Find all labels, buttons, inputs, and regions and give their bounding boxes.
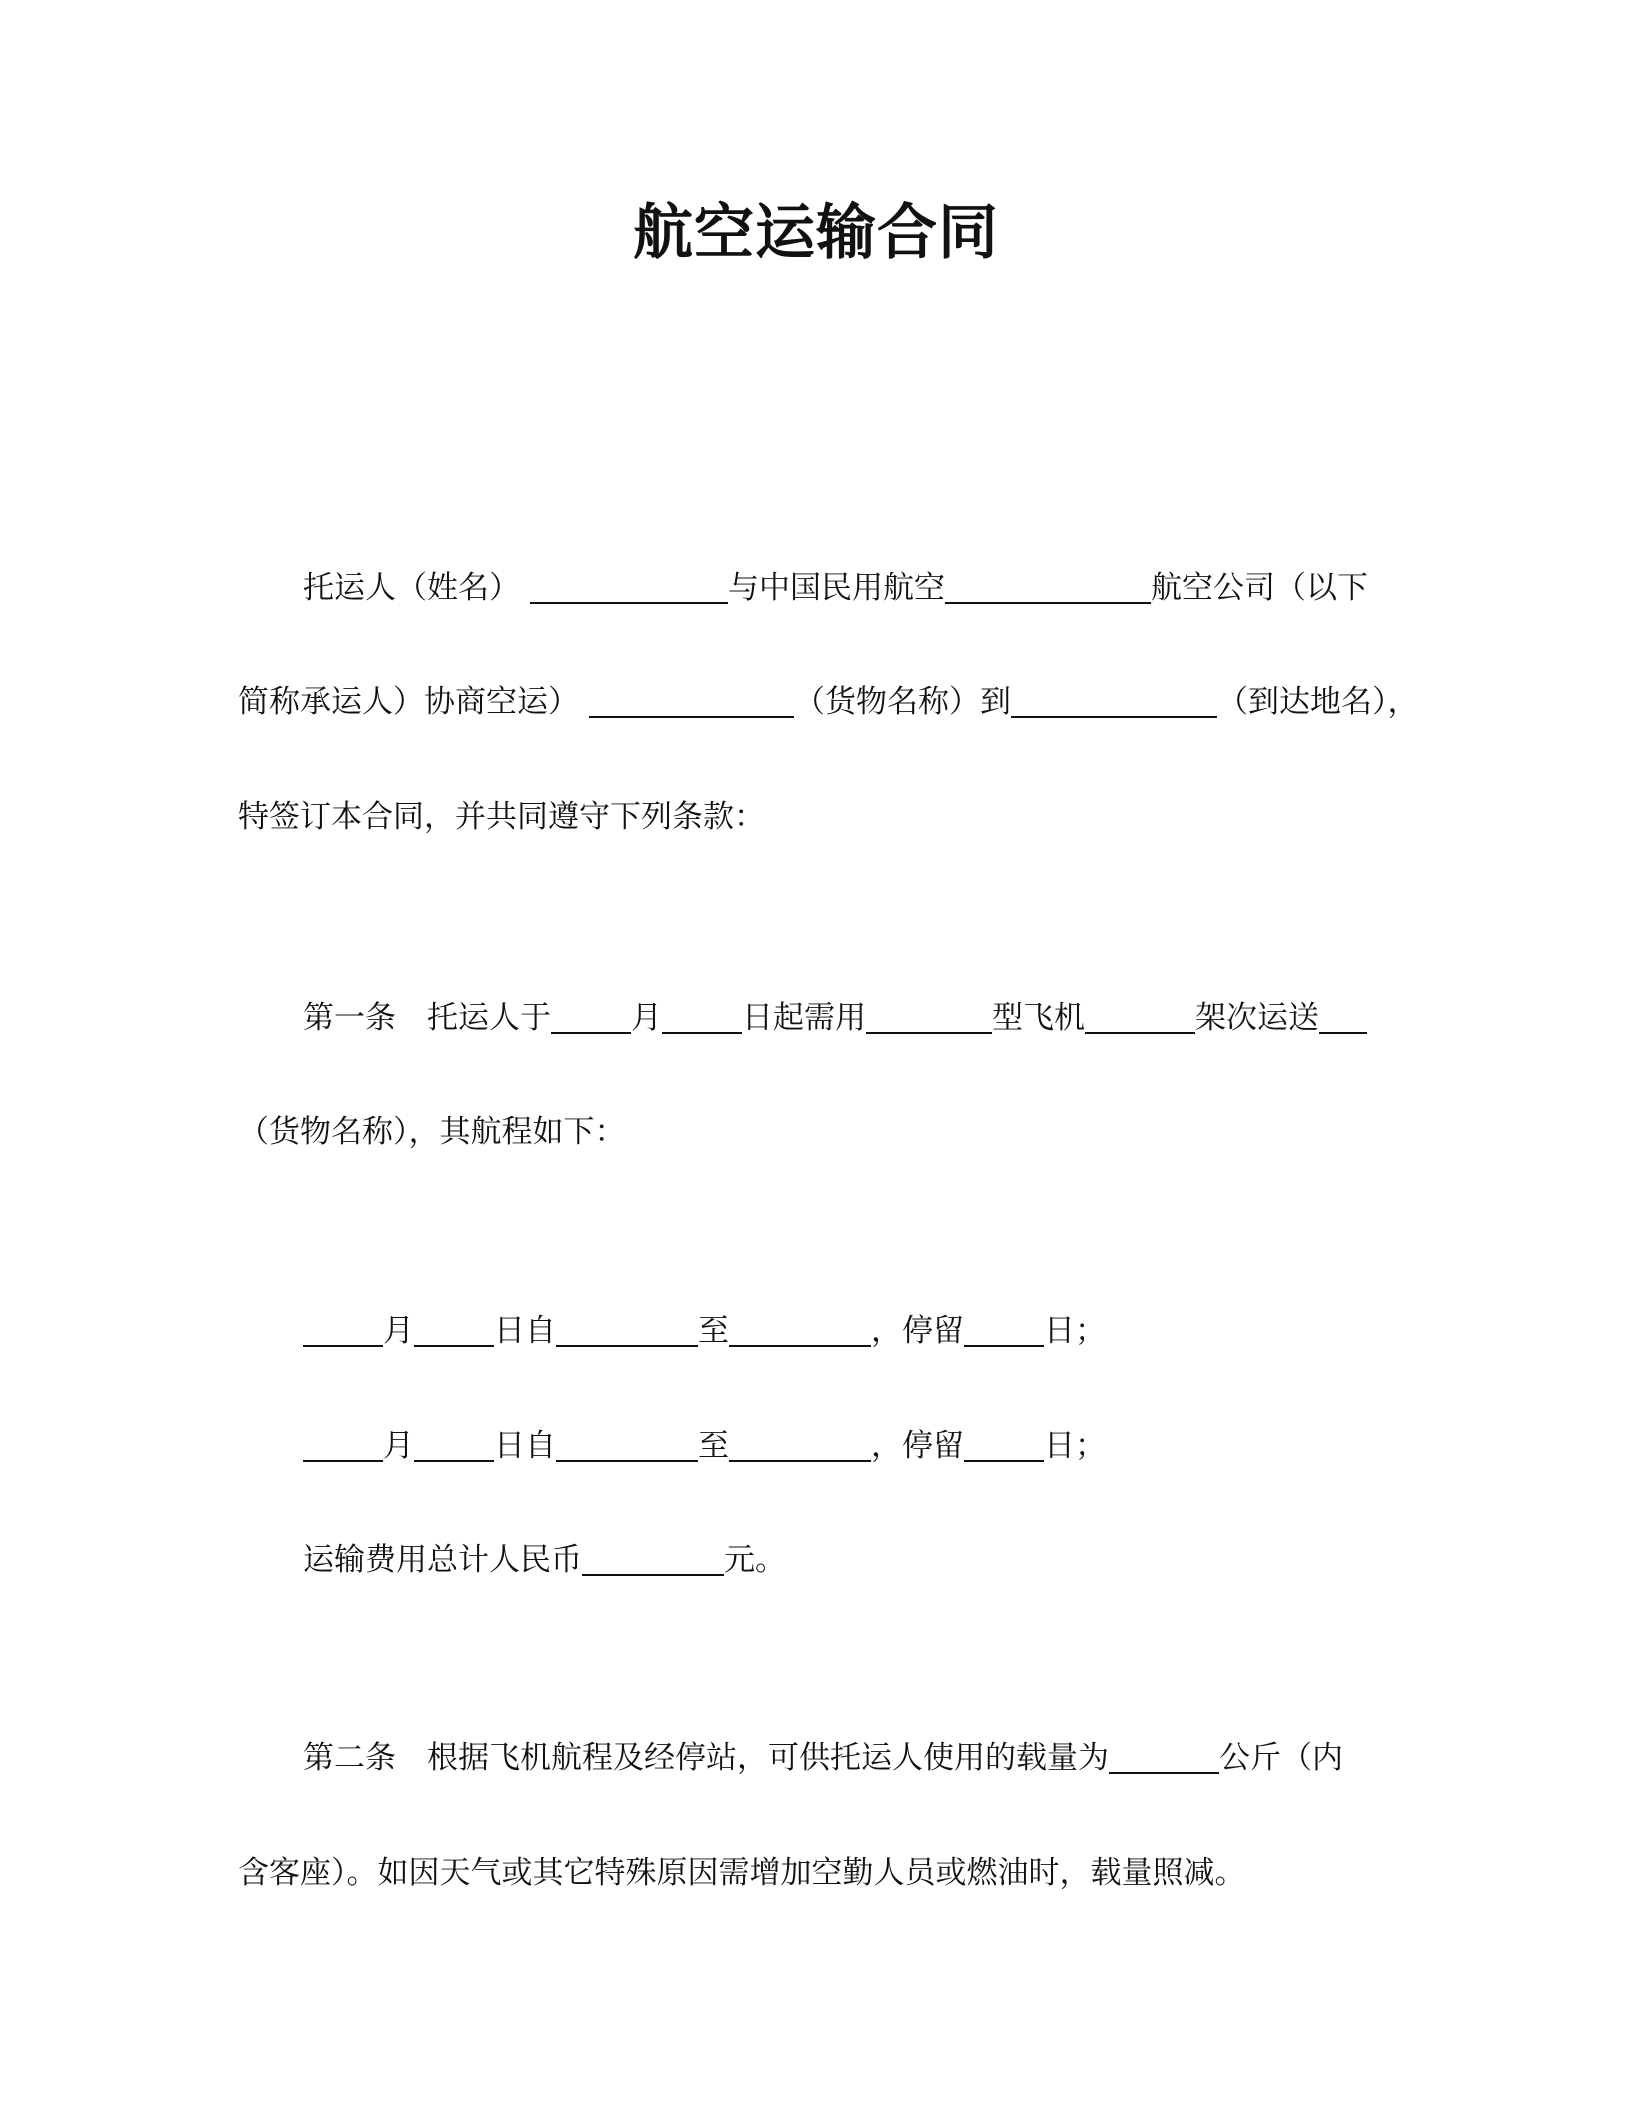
route-destination-blank[interactable] (729, 1313, 871, 1347)
route-text: 日自 (494, 1313, 556, 1349)
route-origin-blank[interactable] (556, 1428, 698, 1462)
route-text: 日； (1044, 1428, 1106, 1464)
intro-text: （到达地名）， (1217, 684, 1419, 720)
route-origin-blank[interactable] (556, 1313, 698, 1347)
route-month-blank[interactable] (303, 1428, 383, 1462)
route-text: 至 (698, 1313, 729, 1349)
article-1-line-2: （货物名称），其航程如下： (238, 1114, 626, 1150)
route-day-blank[interactable] (414, 1313, 494, 1347)
fee-text: 元。 (724, 1542, 786, 1578)
article-text: 第二条 根据飞机航程及经停站，可供托运人使用的载量为 (303, 1740, 1109, 1776)
flight-count-blank[interactable] (1085, 1000, 1195, 1034)
route-text: ，停留 (871, 1428, 964, 1464)
fee-line (303, 1536, 786, 1584)
intro-text: （货物名称）到 (794, 684, 1011, 720)
route-text: 月 (383, 1428, 414, 1464)
payload-weight-blank[interactable] (1109, 1740, 1219, 1774)
fee-amount-blank[interactable] (582, 1542, 724, 1576)
intro-line-3: 特签订本合同，并共同遵守下列条款： (238, 799, 765, 835)
route-text: 至 (698, 1428, 729, 1464)
destination-blank[interactable] (1011, 684, 1217, 718)
article-text: 公斤（内 (1219, 1740, 1343, 1776)
article-text: 第一条 托运人于 (303, 1000, 551, 1036)
intro-text: 托运人（姓名） (303, 570, 520, 606)
article-1-line-1 (303, 994, 1367, 1042)
intro-text: 简称承运人）协商空运） (238, 684, 579, 720)
shipper-name-blank[interactable] (530, 570, 728, 604)
intro-line-1 (303, 564, 1368, 612)
aircraft-type-blank[interactable] (866, 1000, 992, 1034)
route-stay-days-blank[interactable] (964, 1428, 1044, 1462)
fee-text: 运输费用总计人民币 (303, 1542, 582, 1578)
route-text: ，停留 (871, 1313, 964, 1349)
route-destination-blank[interactable] (729, 1428, 871, 1462)
cargo-name-blank[interactable] (589, 684, 794, 718)
article-text: 月 (631, 1000, 662, 1036)
airline-name-blank[interactable] (945, 570, 1151, 604)
route-month-blank[interactable] (303, 1313, 383, 1347)
route-day-blank[interactable] (414, 1428, 494, 1462)
article-text: 架次运送 (1195, 1000, 1319, 1036)
article-text: 日起需用 (742, 1000, 866, 1036)
article-text: 型飞机 (992, 1000, 1085, 1036)
route-stay-days-blank[interactable] (964, 1313, 1044, 1347)
intro-text: 航空公司（以下 (1151, 570, 1368, 606)
intro-line-2 (238, 678, 1419, 726)
month-blank[interactable] (551, 1000, 631, 1034)
article-2-line-2: 含客座）。如因天气或其它特殊原因需增加空勤人员或燃油时，载量照减。 (238, 1855, 1246, 1891)
route-text: 日自 (494, 1428, 556, 1464)
intro-text: 与中国民用航空 (728, 570, 945, 606)
route-line-2 (303, 1422, 1106, 1470)
route-text: 日； (1044, 1313, 1106, 1349)
article-2-line-1 (303, 1734, 1343, 1782)
cargo-blank[interactable] (1319, 1000, 1367, 1034)
day-blank[interactable] (662, 1000, 742, 1034)
document-title: 航空运输合同 (633, 198, 999, 268)
route-text: 月 (383, 1313, 414, 1349)
route-line-1 (303, 1307, 1106, 1355)
